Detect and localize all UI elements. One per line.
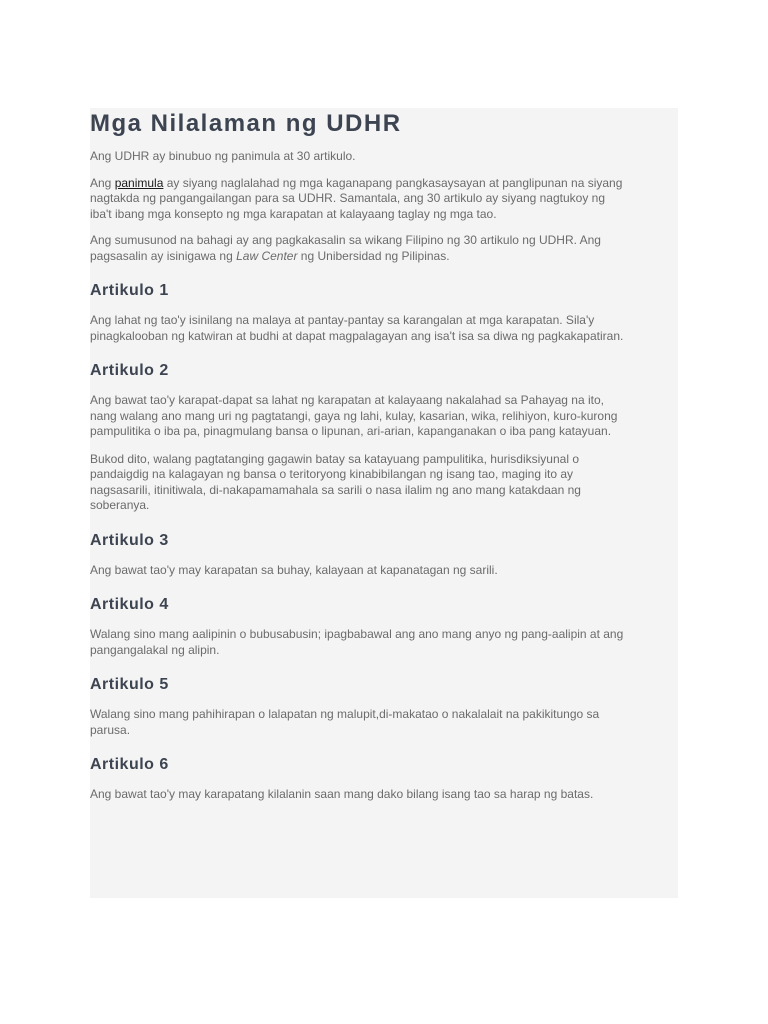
article-section	[90, 361, 678, 514]
article-paragraph: Ang bawat tao'y may karapatan sa buhay, kalayaan at kapanatagan ng sarili.	[90, 562, 498, 577]
intro-paragraph-3	[90, 233, 678, 264]
article-section	[90, 675, 678, 738]
intro-paragraph-2	[90, 176, 678, 223]
article-paragraph: Walang sino mang aalipinin o bubusabusin; ipagbabawal ang ano mang anyo ng pang-aalipin at ang pangangalakal ng alipin.	[90, 627, 624, 657]
article-paragraph: Ang bawat tao'y karapat-dapat sa lahat ng karapatan at kalayaang nakalahad sa Pahayag na ito, nang walang ano mang uri ng pagtatangi, gaya ng lahi, kulay, kasarian, wika, relihiyon, kuro-kurong pampulitika o iba pa, pinagmulang bansa o lipunan, ari-arian, kapanganakan o iba pang katayuan.	[90, 393, 618, 438]
intro-paragraph-1: Ang UDHR ay binubuo ng panimula at 30 artikulo.	[90, 149, 356, 163]
article-heading: Artikulo 5	[90, 676, 169, 693]
law-center-text: Law Center	[236, 248, 298, 263]
intro-text: ng Unibersidad ng Pilipinas.	[297, 248, 450, 263]
page-title: Mga Nilalaman ng UDHR	[90, 110, 402, 137]
article-paragraph: Ang bawat tao'y may karapatang kilalanin saan mang dako bilang isang tao sa harap ng batas.	[90, 787, 594, 801]
intro-text: ay siyang naglalahad ng mga kaganapang pangkasaysayan at panglipunan na siyang nagtakda ng pangangailangan para sa UDHR. Samantala, ang 30 artikulo ay siyang nagtukoy ng iba't ibang mga konsepto ng mga karapatan at kalayaang taglay ng mga tao.	[90, 175, 623, 221]
article-heading: Artikulo 6	[90, 756, 169, 773]
article-content	[90, 108, 678, 898]
intro-text: Ang	[90, 175, 115, 190]
article-section	[90, 281, 678, 344]
article-heading: Artikulo 2	[90, 362, 169, 379]
article-paragraph: Walang sino mang pahihirapan o lalapatan ng malupit,di-makatao o nakalalait na pakikitungo sa parusa.	[90, 707, 600, 737]
intro-text: Ang sumusunod na bahagi ay ang pagkakasalin sa wikang Filipino ng 30 artikulo ng UDHR. Ang pagsasalin ay isinigawa ng	[90, 233, 601, 263]
panimula-link[interactable]: panimula	[114, 175, 164, 190]
article-heading: Artikulo 3	[90, 531, 169, 549]
article-paragraph: Ang lahat ng tao'y isinilang na malaya at pantay-pantay sa karangalan at mga karapatan. Sila'y pinagkalooban ng katwiran at budhi at dapat magpalagayan ang isa't isa sa diwa ng pagkakapatiran.	[90, 313, 624, 343]
article-heading: Artikulo 1	[90, 282, 169, 299]
article-section	[90, 595, 678, 658]
article-section	[90, 531, 678, 579]
article-section	[90, 755, 678, 803]
article-paragraph: Bukod dito, walang pagtatanging gagawin batay sa katayuang pampulitika, hurisdiksiyunal o pandaigdig na kalagayan ng bansa o teritoryong kinabibilangan ng isang tao, maging ito ay nagsasarili, itinitiwala, di-nakapamamahala sa sarili o nasa ilalim ng ano mang katakdaan ng soberanya.	[90, 451, 581, 512]
article-heading: Artikulo 4	[90, 596, 169, 613]
